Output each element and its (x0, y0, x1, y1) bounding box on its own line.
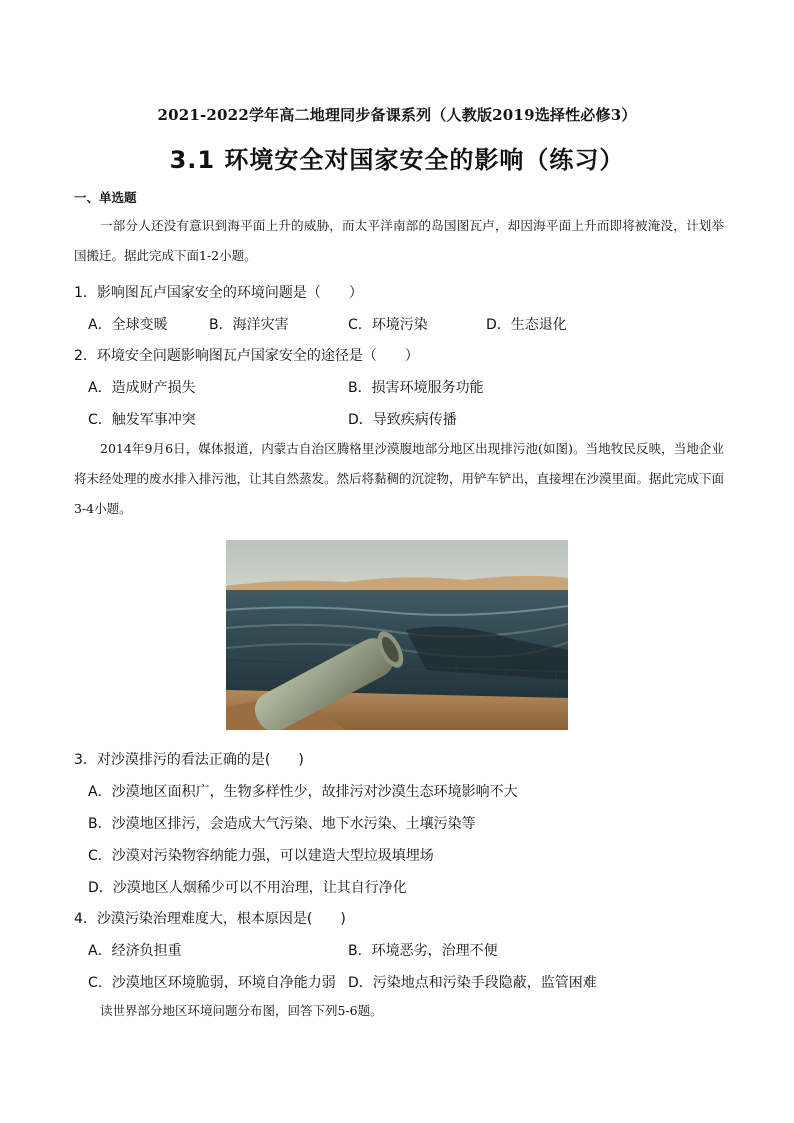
question-2-option-a: A．造成财产损失 (88, 380, 196, 396)
document-subtitle: 2021-2022学年高二地理同步备课系列（人教版2019选择性必修3） (157, 106, 637, 124)
question-2-option-d: D．导致疾病传播 (348, 412, 457, 428)
section-heading: 一、单选题 (74, 190, 137, 205)
document-title: 3.1 环境安全对国家安全的影响（练习） (169, 146, 625, 174)
question-3-option-c: C．沙漠对污染物容纳能力强，可以建造大型垃圾填埋场 (88, 848, 434, 864)
question-2-stem: 2．环境安全问题影响图瓦卢国家安全的途径是（ ） (74, 348, 419, 364)
question-1-option-b: B．海洋灾害 (209, 317, 289, 333)
passage-tuvalu: 一部分人还没有意识到海平面上升的威胁，而太平洋南部的岛国图瓦卢，却因海平面上升而即将被淹没，计划举国搬迁。据此完成下面1-2小题。 (74, 218, 724, 263)
question-2-option-b: B．损害环境服务功能 (348, 380, 484, 396)
question-2-option-c: C．触发军事冲突 (88, 412, 196, 428)
question-1-stem: 1．影响图瓦卢国家安全的环境问题是（ ） (74, 285, 363, 301)
question-1-option-d: D．生态退化 (486, 317, 567, 333)
desert-sewage-pond-photo (226, 540, 568, 730)
question-1-option-a: A．全球变暖 (88, 317, 168, 333)
question-4-option-d: D．污染地点和污染手段隐蔽，监管困难 (348, 975, 597, 991)
question-3-option-d: D．沙漠地区人烟稀少可以不用治理，让其自行净化 (88, 880, 407, 896)
question-3-stem: 3．对沙漠排污的看法正确的是( ) (74, 752, 304, 768)
question-1-option-c: C．环境污染 (348, 317, 428, 333)
question-3-option-b: B．沙漠地区排污，会造成大气污染、地下水污染、土壤污染等 (88, 816, 476, 832)
passage-desert-pollution: 2014年9月6日，媒体报道，内蒙古自治区腾格里沙漠腹地部分地区出现排污池(如图)。当地牧民反映，当地企业将未经处理的废水排入排污池，让其自然蒸发。然后将黏稠的沉淀物，用铲车铲出，直接埋在沙漠里面。据此完成下面3-4小题。 (74, 441, 725, 516)
question-4-stem: 4．沙漠污染治理难度大，根本原因是( ) (74, 911, 346, 927)
question-4-option-a: A．经济负担重 (88, 943, 182, 959)
question-4-option-c: C．沙漠地区环境脆弱，环境自净能力弱 (88, 975, 336, 991)
question-4-option-b: B．环境恶劣，治理不便 (348, 943, 498, 959)
passage-world-map: 读世界部分地区环境问题分布图，回答下列5-6题。 (100, 1003, 383, 1018)
question-3-option-a: A．沙漠地区面积广，生物多样性少，故排污对沙漠生态环境影响不大 (88, 784, 518, 800)
